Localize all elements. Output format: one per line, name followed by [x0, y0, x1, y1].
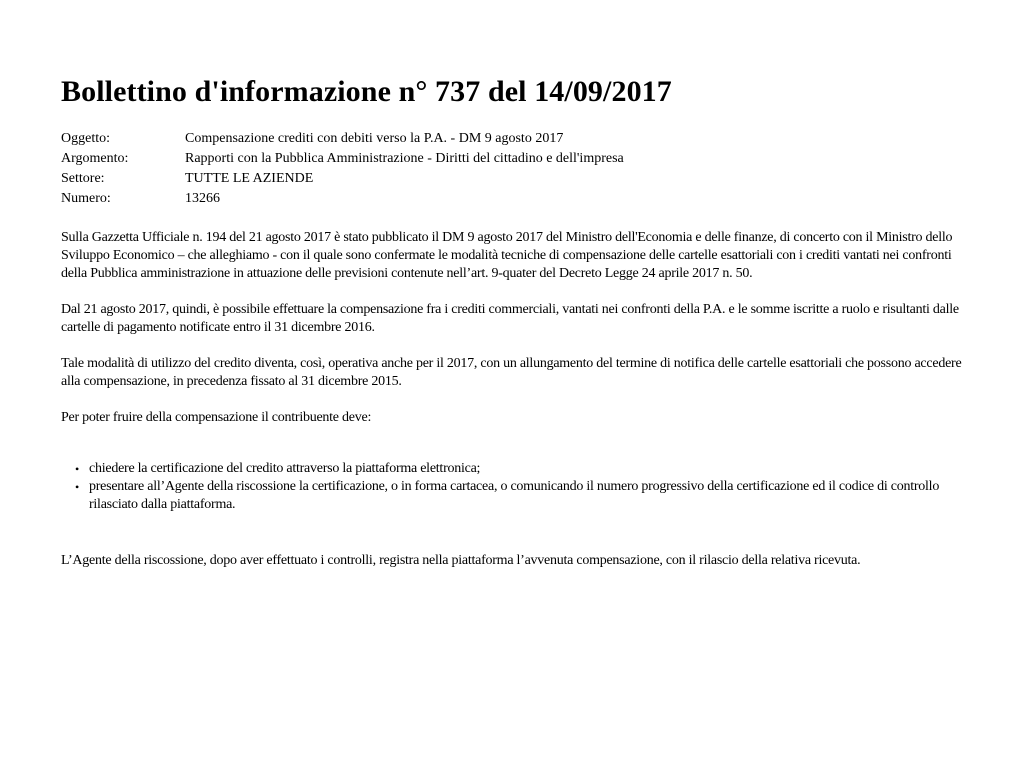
bulletin-document: [61, 72, 973, 570]
requirements-list: [61, 460, 973, 514]
article-body: [61, 229, 973, 570]
meta-label: Numero:: [61, 191, 111, 206]
metadata-table: [61, 129, 624, 209]
list-item-text: presentare all’Agente della riscossione la certificazione, o in forma cartacea, o comunicando il numero progressivo della certificazione ed il codice di controllo rilasciato dalla piattaforma.: [89, 479, 940, 512]
list-item: [75, 478, 973, 514]
meta-row-settore: [61, 169, 624, 189]
meta-label: Settore:: [61, 171, 105, 186]
meta-row-argomento: [61, 149, 624, 169]
closing-paragraph: L’Agente della riscossione, dopo aver effettuato i controlli, registra nella piattaforma l’avvenuta compensazione, con il rilascio della relativa ricevuta.: [61, 553, 861, 568]
meta-value: TUTTE LE AZIENDE: [185, 171, 314, 186]
bullet-icon: •: [75, 462, 79, 476]
meta-value: Rapporti con la Pubblica Amministrazione - Diritti del cittadino e dell'impresa: [185, 151, 624, 166]
meta-value: 13266: [185, 191, 220, 206]
meta-row-numero: [61, 189, 624, 209]
paragraph: Sulla Gazzetta Ufficiale n. 194 del 21 agosto 2017 è stato pubblicato il DM 9 agosto 2017 del Ministro dell'Economia e delle finanze, di concerto con il Ministro dello Sviluppo Economico – che alleghiamo - con il quale sono confermate le modalità tecniche di compensazione delle cartelle esattoriali con i crediti vantati nei confronti della Pubblica amministrazione in attuazione delle previsioni contenute nell’art. 9-quater del Decreto Legge 24 aprile 2017 n. 50.: [61, 230, 953, 281]
list-item: [75, 460, 973, 478]
paragraph: Dal 21 agosto 2017, quindi, è possibile effettuare la compensazione fra i crediti commerciali, vantati nei confronti della P.A. e le somme iscritte a ruolo e risultanti dalle cartelle di pagamento notificate entro il 31 dicembre 2016.: [61, 302, 959, 335]
meta-label: Argomento:: [61, 151, 129, 166]
page-title: Bollettino d'informazione n° 737 del 14/09/2017: [61, 75, 672, 108]
meta-row-oggetto: [61, 129, 624, 149]
bullet-icon: •: [75, 480, 79, 494]
meta-label: Oggetto:: [61, 131, 110, 146]
paragraph: Per poter fruire della compensazione il contribuente deve:: [61, 410, 372, 425]
meta-value: Compensazione crediti con debiti verso la P.A. - DM 9 agosto 2017: [185, 131, 564, 146]
paragraph: Tale modalità di utilizzo del credito diventa, così, operativa anche per il 2017, con un allungamento del termine di notifica delle cartelle esattoriali che possono accedere alla compensazione, in precedenza fissato al 31 dicembre 2015.: [61, 356, 962, 389]
list-item-text: chiedere la certificazione del credito attraverso la piattaforma elettronica;: [89, 461, 481, 476]
